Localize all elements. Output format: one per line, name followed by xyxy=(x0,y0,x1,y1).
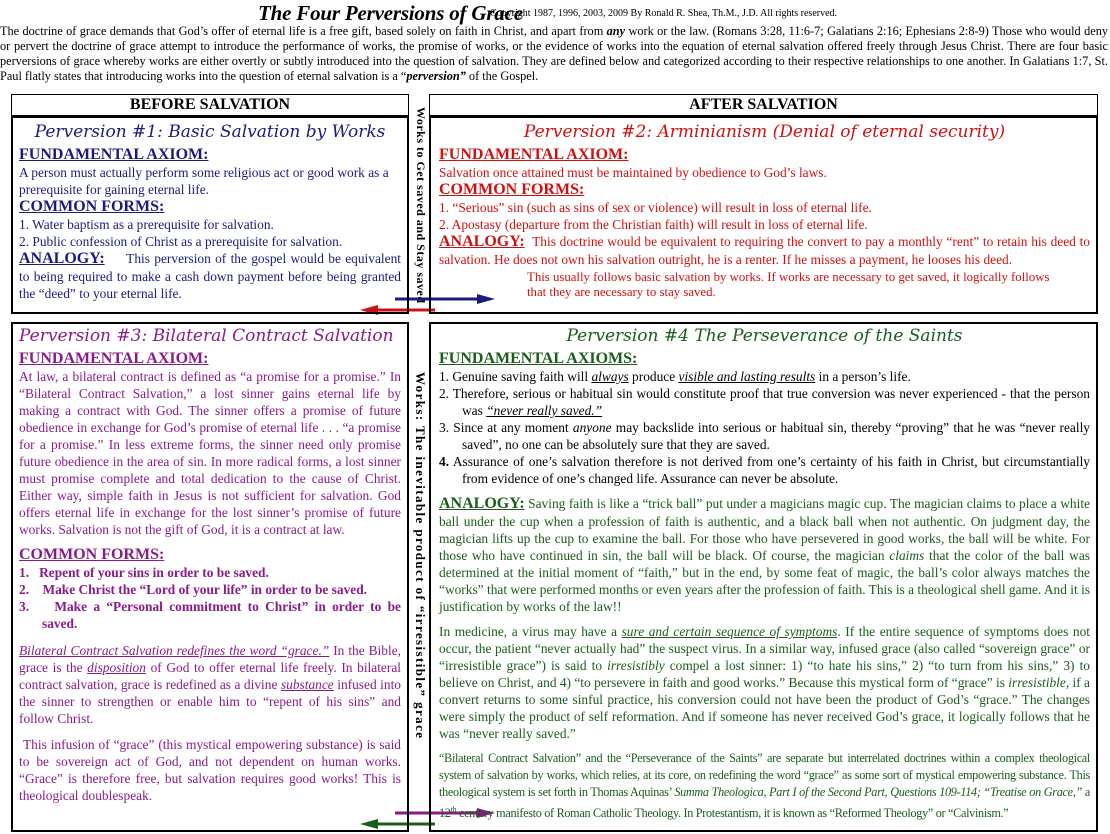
perversion-1-forms-heading: COMMON FORMS: xyxy=(19,198,165,215)
perversion-1-axiom-heading: FUNDAMENTAL AXIOM: xyxy=(19,146,209,163)
column-header-after: AFTER SALVATION xyxy=(429,94,1098,116)
perversion-4-axiom-4: 4. Assurance of one’s salvation therefore is not derived from one’s certainty of his faith in Christ, but circumstantially from evidence of one’s changed life. Assurance can never be absolute. xyxy=(439,454,1090,486)
page-title: The Four Perversions of Grace xyxy=(258,1,523,25)
perversion-3-title: Perversion #3: Bilateral Contract Salvation xyxy=(19,326,394,346)
perversion-3-box xyxy=(11,322,409,832)
perversion-3-forms-heading: COMMON FORMS: xyxy=(19,546,165,563)
perversion-4-axiom-3: 3. Since at any moment anyone may backslide into serious or habitual sin, thereby “proving” that he was “never really saved”, no one can be absolutely sure that they are saved. xyxy=(439,420,1090,452)
perversion-4-medicine-paragraph: In medicine, a virus may have a sure and certain sequence of symptoms. If the entire sequence of symptoms does not occur, the patient “never actually had” the suspect virus. In a similar way, infused grace (also called “sovereign grace” or “irresistible grace”) is said to irresistibly compel a lost sinner: 1) “to hate his sins,” 2) “to turn from his sins,” 3) to believe on Christ, and 4) “to persevere in faith and good works.” Because this mystical form of “grace” is irresistible, if a convert returns to some sinful practice, his conversion could not have been the product of God’s “grace.” The changes were simply the product of self reformation. And if someone has never received God’s grace, it logically follows that he was “never really saved.” xyxy=(439,624,1091,741)
perversion-1-form-1: 1. Water baptism as a prerequisite for salvation. xyxy=(19,217,274,232)
perversion-4-axiom-1: 1. Genuine saving faith will always produce visible and lasting results in a person’s life. xyxy=(439,369,911,384)
perversion-2-axiom: Salvation once attained must be maintained by obedience to God’s laws. xyxy=(439,165,827,180)
perversion-1-box xyxy=(11,116,409,314)
perversion-2-box xyxy=(429,116,1098,314)
perversion-3-grace-paragraph: Bilateral Contract Salvation redefines the word “grace.” In the Bible, grace is the disposition of God to offer eternal life freely. In bilateral contract salvation, grace is redefined as a divine substance infused into the sinner to strengthen or enable him to “repent of his sins” and follow Christ. xyxy=(19,643,401,726)
perversion-2-title: Perversion #2: Arminianism (Denial of eternal security) xyxy=(523,122,1006,142)
perversion-2-note: This usually follows basic salvation by works. If works are necessary to get saved, it logically follows that they are necessary to stay saved. xyxy=(527,270,1050,299)
perversion-3-form-3: 3. Make a “Personal commitment to Christ” in order to be saved. xyxy=(19,599,401,631)
perversion-2-form-1: 1. “Serious” sin (such as sins of sex or violence) will result in loss of eternal life. xyxy=(439,200,872,215)
column-header-before: BEFORE SALVATION xyxy=(11,94,409,116)
vertical-label-bottom: Works: The inevitable product of “irresistible” grace xyxy=(413,372,428,740)
perversion-4-axioms-heading: FUNDAMENTAL AXIOMS: xyxy=(439,350,638,367)
perversion-2-form-2: 2. Apostasy (departure from the Christian faith) will result in loss of eternal life. xyxy=(439,217,868,232)
perversion-4-title: Perversion #4 The Perseverance of the Saints xyxy=(566,326,963,346)
perversion-2-axiom-heading: FUNDAMENTAL AXIOM: xyxy=(439,146,629,163)
perversion-2-forms-heading: COMMON FORMS: xyxy=(439,181,585,198)
perversion-1-axiom: A person must actually perform some religious act or good work as a prerequisite for gaining eternal life. xyxy=(19,165,389,197)
perversion-1-title: Perversion #1: Basic Salvation by Works xyxy=(34,122,386,142)
perversion-3-doublespeak-paragraph: This infusion of “grace” (this mystical empowering substance) is said to be sovereign act of God, and not dependent on human works. “Grace” is therefore free, but salvation requires good works! This is theological doublespeak. xyxy=(19,737,401,803)
perversion-3-form-2: 2. Make Christ the “Lord of your life” in order to be saved. xyxy=(19,582,368,597)
perversion-3-axiom-heading: FUNDAMENTAL AXIOM: xyxy=(19,350,209,367)
perversion-4-axiom-2: 2. Therefore, serious or habitual sin would constitute proof that true conversion was never experienced - that the person was “never really saved.” xyxy=(439,386,1090,418)
intro-paragraph: The doctrine of grace demands that God’s offer of eternal life is a free gift, based solely on faith in Christ, and apart from any work or the law. (Romans 3:28, 11:6-7; Galatians 2:16; Ephesians 2:8-9) Those who would deny or pervert the doctrine of grace attempt to introduce the performance of works, the promise of works, or the evidence of works into the equation of eternal salvation offered freely through Jesus Christ. There are four basic perversions of grace whereby works are either overtly or subtly introduced into the question of salvation. They are defined below and categorized according to their respective relationships to one another. In Galatians 1:7, St. Paul flatly states that introducing works into the question of eternal salvation is a “perversion” of the Gospel. xyxy=(0,24,1108,83)
perversion-4-box xyxy=(429,322,1098,832)
perversion-4-summary-paragraph: “Bilateral Contract Salvation” and the “Perseverance of the Saints” are separate but interrelated doctrines within a complex theological system of salvation by works, which relies, at its core, on redefining the word “grace” as some sort of mystical empowering substance. This theological system is set forth in Thomas Aquinas’ Summa Theologica, Part I of the Second Part, Questions 109-114; “Treatise on Grace,” a 12th century manifesto of Roman Catholic Theology. In Protestantism, it is known as “Reformed Theology” or “Calvinism.” xyxy=(439,751,1090,821)
perversion-2-analogy: ANALOGY: This doctrine would be equivalent to requiring the convert to pay a monthly “rent” to retain his deed to salvation. He does not own his salvation outright, he is a renter. If he misses a payment, he looses his deed. xyxy=(439,233,1090,267)
copyright-notice: Copyright 1987, 1996, 2003, 2009 By Ronald R. Shea, Th.M., J.D. All rights reserved. xyxy=(490,8,838,19)
vertical-label-top: Works to Get saved and Stay saved xyxy=(414,106,428,304)
perversion-1-analogy: ANALOGY: This perversion of the gospel would be equivalent to being required to make a cash down payment before being granted the “deed” to your eternal life. xyxy=(19,250,401,301)
perversion-3-form-1: 1. Repent of your sins in order to be saved. xyxy=(19,565,269,580)
perversion-1-form-2: 2. Public confession of Christ as a prerequisite for salvation. xyxy=(19,234,343,249)
perversion-4-analogy: ANALOGY: Saving faith is like a “trick ball” put under a magicians magic cup. The magician claims to place a white ball under the cup when a profession of faith is authentic, and a black ball when not authentic. On judgment day, the magician lifts up the cup to examine the ball. For those who have persevered in good works, the ball will be white. For those who have continued in sin, the ball will be black. Of course, the magician claims that the color of the ball was determined at the initial moment of “faith,” but in the end, by some feat of magic, the ball’s color always matches the “works” that were performed months or even years after the profession of faith. This is a theological shell game. And it is justification by works of the law!! xyxy=(439,495,1090,614)
perversion-3-axiom: At law, a bilateral contract is defined as “a promise for a promise.” In “Bilateral Contract Salvation,” a lost sinner gains eternal life by making a contract with God. The sinner offers a promise of future obedience in exchange for God’s promise of eternal life . . . “a promise for a promise.” In less extreme forms, the sinner need only promise future obedience in the area of sin. In more radical forms, a lost sinner must promise complete and total dedication to the cause of Christ. Either way, simple faith in Jesus is not sufficient for salvation. God offers eternal life in exchange for the lost sinner’s promise of future works. Salvation is not the gift of God, it is a contract at law. xyxy=(19,369,401,537)
